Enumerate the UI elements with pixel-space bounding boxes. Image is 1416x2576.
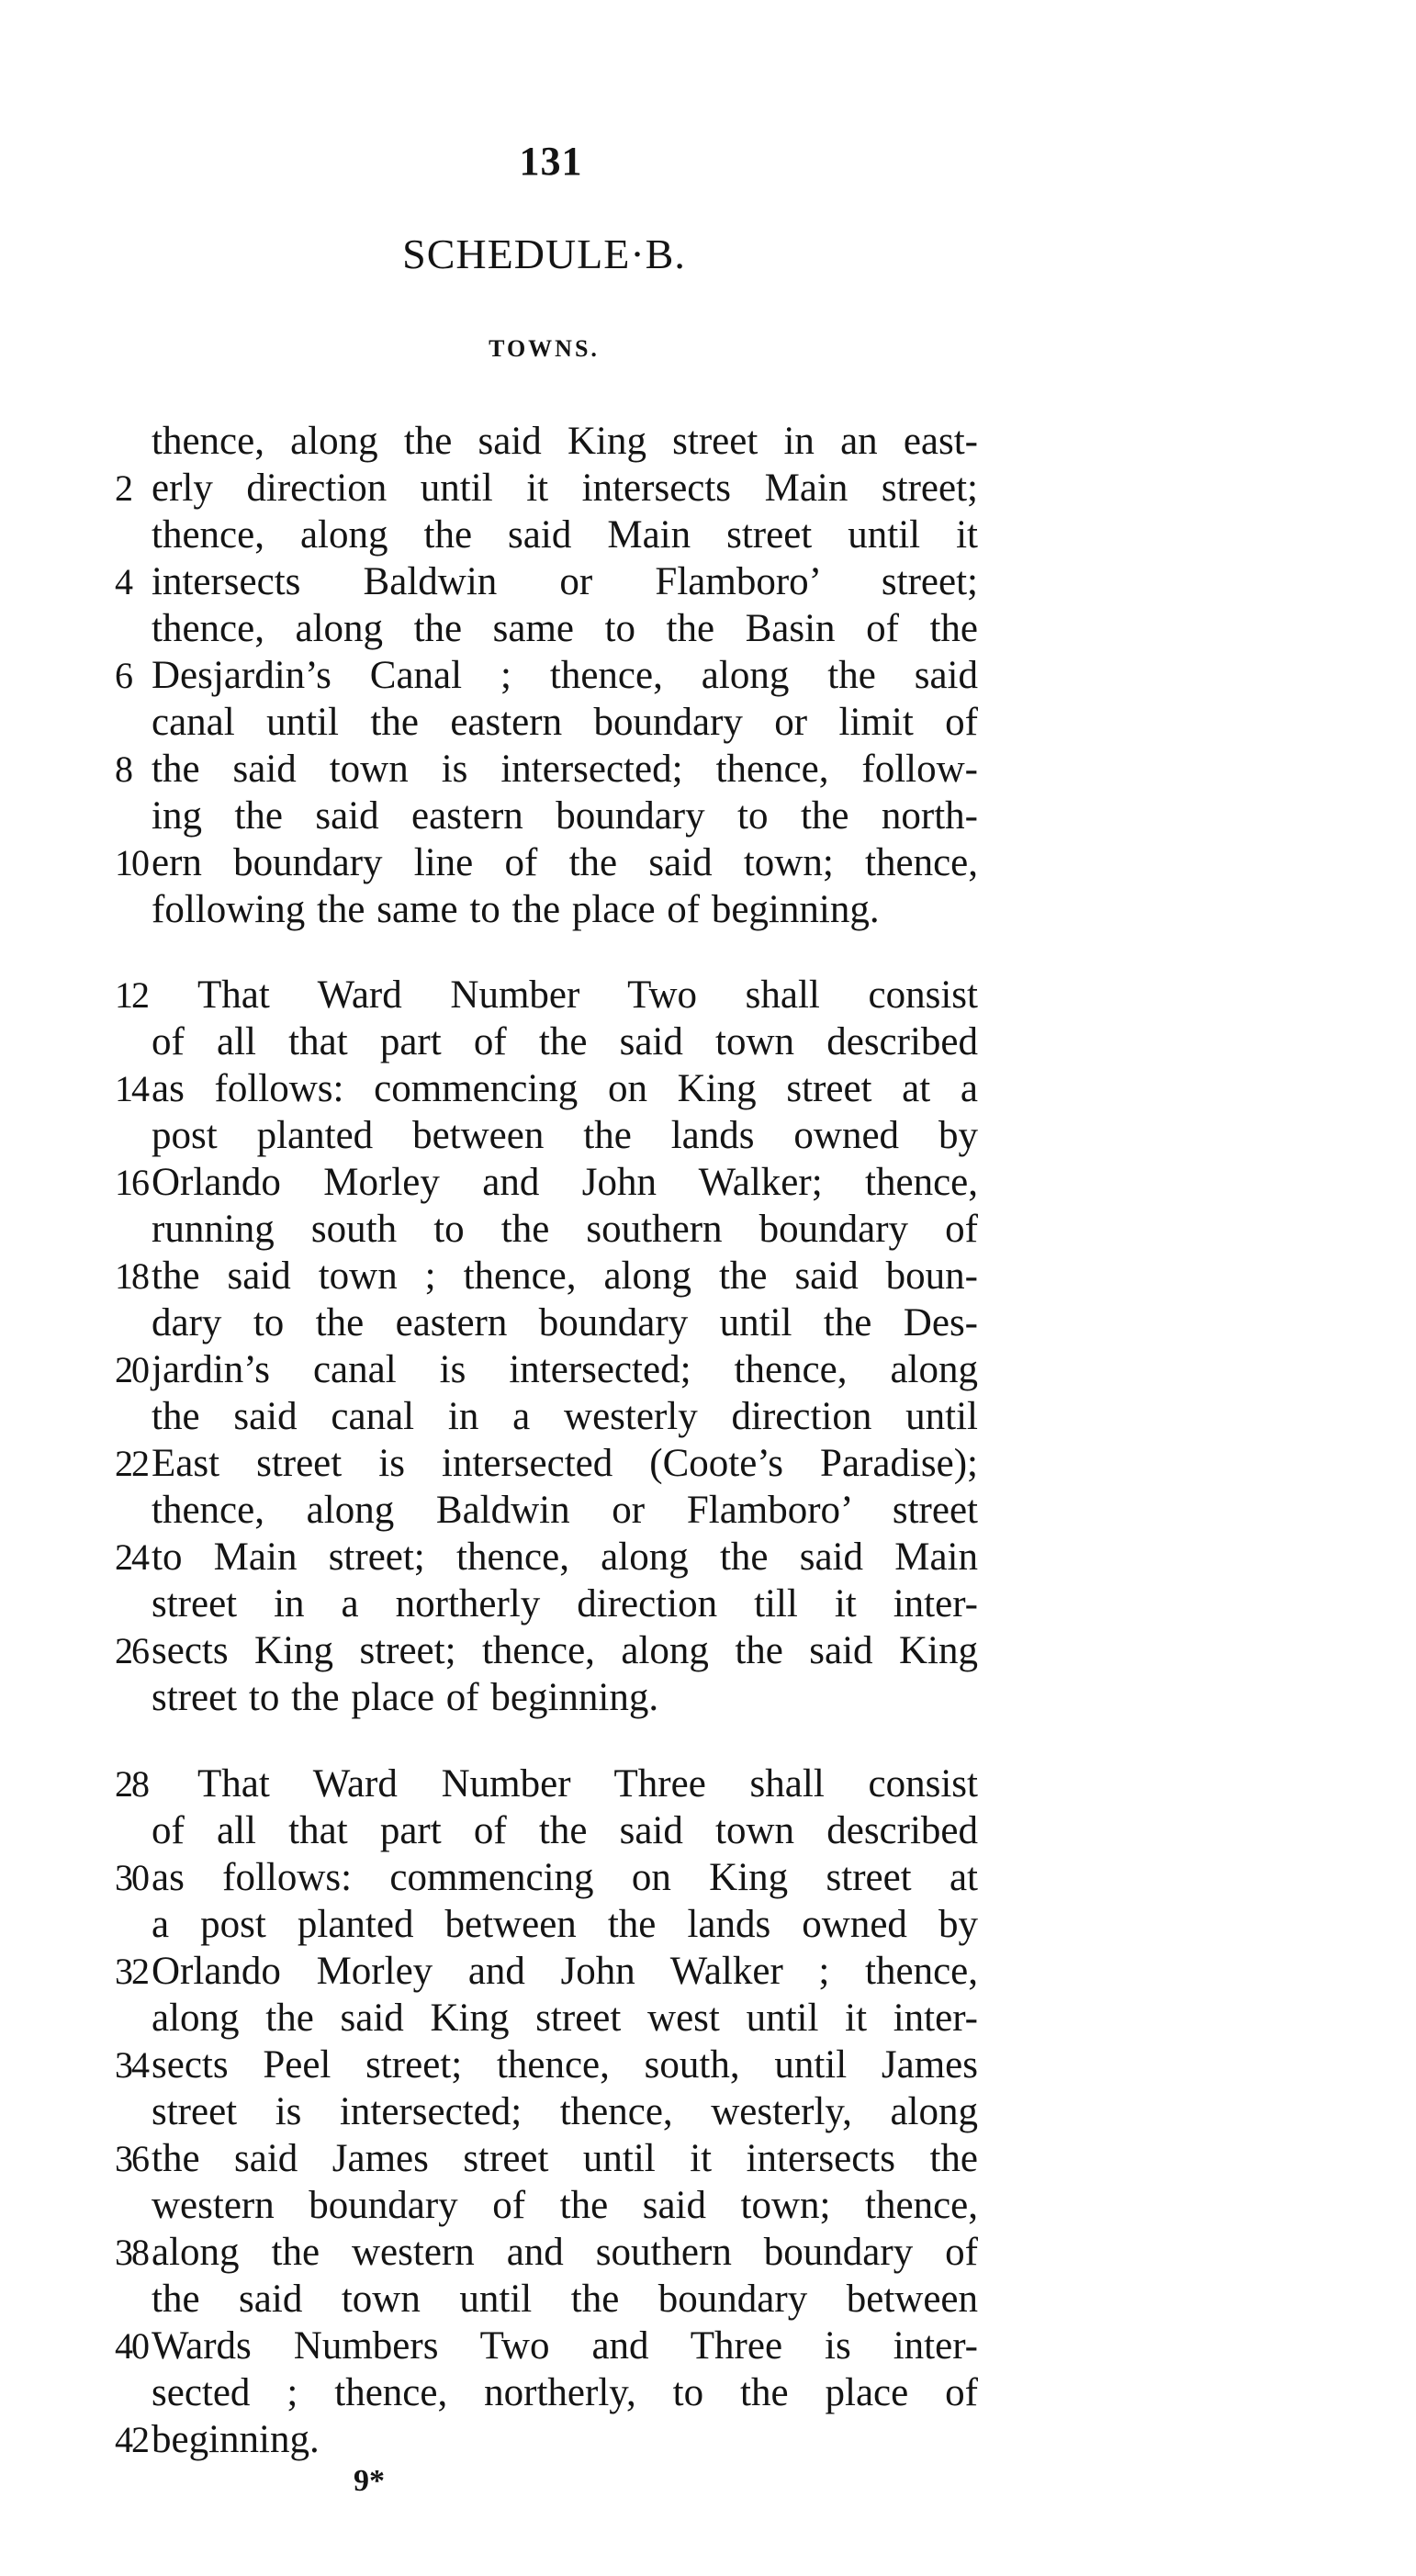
text-line xyxy=(115,2229,978,2276)
text-line xyxy=(115,1299,978,1346)
text-line xyxy=(115,2088,978,2135)
text-line xyxy=(115,1065,978,1112)
line-text: dary to the eastern boundary until the Des- xyxy=(152,1301,978,1344)
signature-mark: 9* xyxy=(354,2464,385,2498)
line-number: 36 xyxy=(115,2138,148,2179)
text-line xyxy=(115,1393,978,1440)
text-line xyxy=(115,793,978,839)
line-text: along the said King street west until it inter- xyxy=(152,1997,978,2040)
text-line xyxy=(115,886,978,933)
line-number: 42 xyxy=(115,2419,148,2460)
line-text: Orlando Morley and John Walker; thence, xyxy=(152,1161,978,1204)
line-text: ern boundary line of the said town; thence, xyxy=(152,841,978,884)
line-number: 26 xyxy=(115,1630,148,1671)
text-line xyxy=(115,1580,978,1627)
text-line xyxy=(115,1854,978,1901)
paragraph-ward-three xyxy=(115,1760,978,2463)
line-text: street in a northerly direction till it inter- xyxy=(152,1582,978,1625)
line-text: the said town ; thence, along the said boun- xyxy=(152,1254,978,1298)
line-text: western boundary of the said town; thence, xyxy=(152,2184,978,2227)
text-line xyxy=(115,746,978,793)
line-text: East street is intersected (Coote’s Paradise); xyxy=(152,1442,978,1485)
text-line xyxy=(115,2276,978,2323)
line-text: to Main street; thence, along the said Main xyxy=(152,1535,978,1579)
line-text: sects Peel street; thence, south, until James xyxy=(152,2043,978,2087)
text-line xyxy=(115,1206,978,1253)
text-line xyxy=(115,558,978,605)
line-text: Wards Numbers Two and Three is inter- xyxy=(152,2324,978,2368)
line-number: 20 xyxy=(115,1349,148,1390)
text-line xyxy=(115,1440,978,1487)
line-number: 14 xyxy=(115,1068,148,1109)
text-line xyxy=(115,2323,978,2369)
line-text: the said James street until it intersects the xyxy=(152,2137,978,2180)
text-line xyxy=(115,2042,978,2088)
line-text: the said town is intersected; thence, follow- xyxy=(152,748,978,791)
text-line xyxy=(115,1760,978,1807)
text-line xyxy=(115,512,978,558)
line-number: 10 xyxy=(115,842,148,883)
line-text: the said town until the boundary between xyxy=(152,2278,978,2321)
text-line xyxy=(115,2182,978,2229)
text-line xyxy=(115,1018,978,1065)
schedule-title: SCHEDULE·B. xyxy=(402,231,686,277)
paragraph-ward-two xyxy=(115,972,978,1721)
text-line xyxy=(115,972,978,1018)
section-title: TOWNS. xyxy=(489,335,600,362)
line-text: thence, along the said King street in an east- xyxy=(152,420,978,463)
text-line xyxy=(115,605,978,652)
line-number: 8 xyxy=(115,748,131,790)
line-number: 6 xyxy=(115,655,131,696)
text-line xyxy=(115,1948,978,1995)
line-text: Orlando Morley and John Walker ; thence, xyxy=(152,1950,978,1993)
line-text: along the western and southern boundary of xyxy=(152,2231,978,2274)
text-line xyxy=(115,1534,978,1580)
line-text: sected ; thence, northerly, to the place of xyxy=(152,2371,978,2414)
line-number: 28 xyxy=(115,1763,148,1805)
line-text: beginning. xyxy=(152,2418,320,2461)
line-text: sects King street; thence, along the said King xyxy=(152,1629,978,1672)
text-line xyxy=(115,1253,978,1299)
text-line xyxy=(115,1807,978,1854)
line-text: of all that part of the said town described xyxy=(152,1020,978,1063)
line-text: street to the place of beginning. xyxy=(152,1676,659,1719)
page-number: 131 xyxy=(519,139,583,184)
line-text: as follows: commencing on King street at a xyxy=(152,1067,978,1110)
text-line xyxy=(115,1487,978,1534)
line-text: jardin’s canal is intersected; thence, along xyxy=(152,1348,978,1391)
text-line xyxy=(115,699,978,746)
line-text: of all that part of the said town described xyxy=(152,1809,978,1852)
line-number: 4 xyxy=(115,561,131,602)
line-text: following the same to the place of beginning. xyxy=(152,888,880,931)
text-line xyxy=(115,2369,978,2416)
text-line xyxy=(115,1627,978,1674)
text-line xyxy=(115,1901,978,1948)
line-text: Desjardin’s Canal ; thence, along the said xyxy=(152,654,978,697)
line-number: 40 xyxy=(115,2325,148,2367)
text-line xyxy=(115,1674,978,1721)
text-line xyxy=(115,1112,978,1159)
line-number: 16 xyxy=(115,1162,148,1203)
text-line xyxy=(115,1346,978,1393)
line-text: as follows: commencing on King street at xyxy=(152,1856,978,1899)
line-text: running south to the southern boundary of xyxy=(152,1208,978,1251)
line-number: 2 xyxy=(115,467,131,509)
text-line xyxy=(115,652,978,699)
line-text: intersects Baldwin or Flamboro’ street; xyxy=(152,560,978,603)
text-line xyxy=(115,465,978,512)
text-line xyxy=(115,418,978,465)
line-number: 38 xyxy=(115,2232,148,2273)
text-line xyxy=(115,2416,978,2463)
line-text: the said canal in a westerly direction until xyxy=(152,1395,978,1438)
line-text: ing the said eastern boundary to the north- xyxy=(152,794,978,838)
line-text: thence, along the same to the Basin of the xyxy=(152,607,978,650)
line-text: canal until the eastern boundary or limit of xyxy=(152,701,978,744)
line-number: 32 xyxy=(115,1951,148,1992)
line-number: 22 xyxy=(115,1443,148,1484)
line-number: 30 xyxy=(115,1857,148,1898)
line-number: 34 xyxy=(115,2044,148,2086)
line-text: That Ward Number Three shall consist xyxy=(197,1762,978,1805)
line-text: That Ward Number Two shall consist xyxy=(197,973,978,1017)
text-line xyxy=(115,1995,978,2042)
line-text: street is intersected; thence, westerly, along xyxy=(152,2090,978,2133)
text-line xyxy=(115,2135,978,2182)
text-line xyxy=(115,839,978,886)
line-text: thence, along Baldwin or Flamboro’ street xyxy=(152,1489,978,1532)
line-text: erly direction until it intersects Main street; xyxy=(152,467,978,510)
line-number: 12 xyxy=(115,974,148,1016)
paragraph-ward-one-continued xyxy=(115,418,978,933)
line-number: 18 xyxy=(115,1255,148,1297)
line-number: 24 xyxy=(115,1536,148,1578)
line-text: a post planted between the lands owned by xyxy=(152,1903,978,1946)
text-line xyxy=(115,1159,978,1206)
line-text: post planted between the lands owned by xyxy=(152,1114,978,1157)
line-text: thence, along the said Main street until it xyxy=(152,513,978,557)
